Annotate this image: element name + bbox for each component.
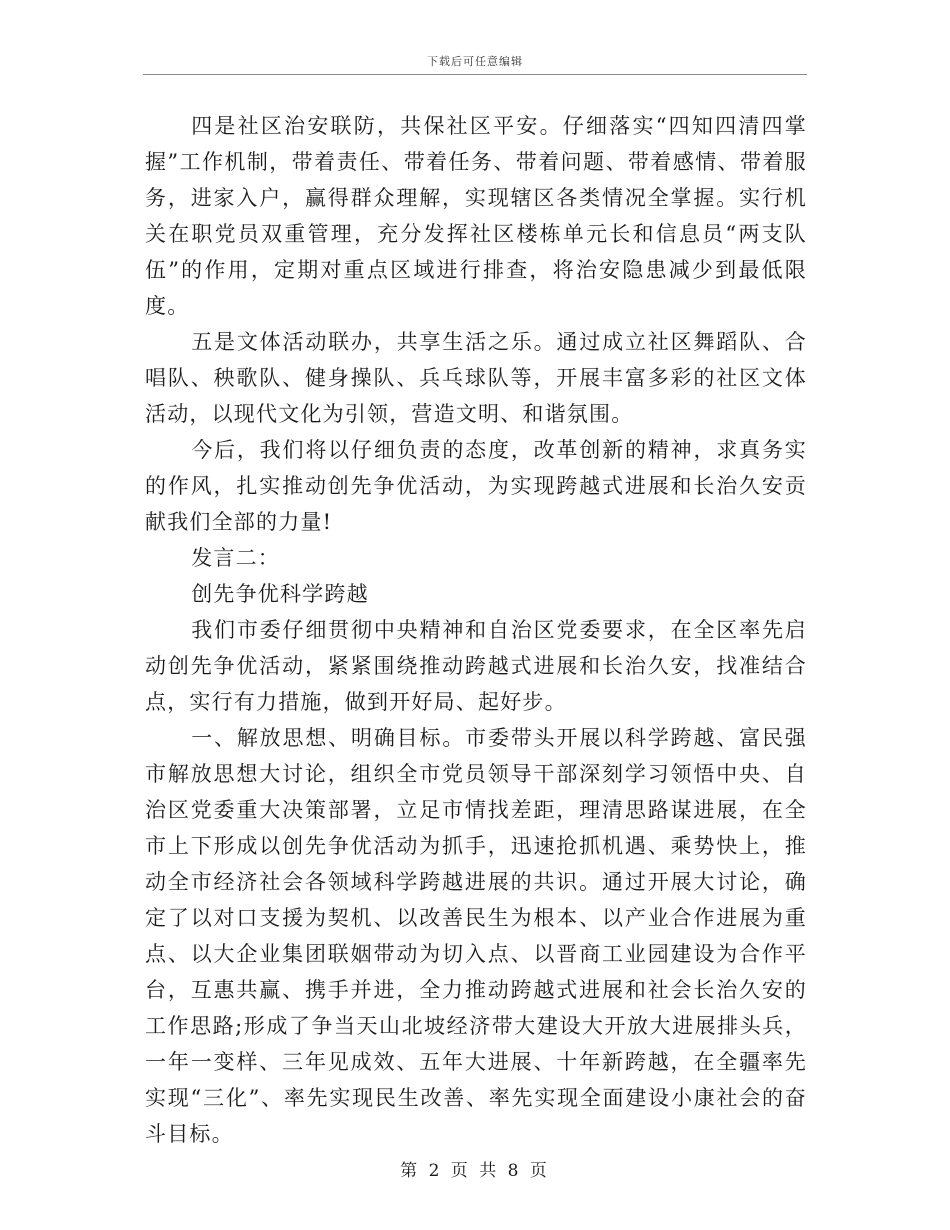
page-header: 下载后可任意编辑 bbox=[427, 55, 523, 68]
paragraph-future-commitment: 今后，我们将以仔细负责的态度，改革创新的精神，求真务实的作风，扎实推动创先争优活动，为实现跨越式进展和长治久安贡献我们全部的力量! bbox=[145, 438, 807, 534]
speech-two-label: 发言二： bbox=[191, 546, 280, 570]
document-body bbox=[145, 108, 807, 1152]
paragraph-community-security: 四是社区治安联防，共保社区平安。仔细落实“四知四清四掌握”工作机制，带着责任、带着任务、带着问题、带着感情、带着服务，进家入户，赢得群众理解，实现辖区各类情况全掌握。实行机关在职党员双重管理，充分发挥社区楼栋单元长和信息员“两支队伍”的作用，定期对重点区域进行排查，将治安隐患减少到最低限度。 bbox=[145, 114, 807, 318]
paragraph-cultural-activities: 五是文体活动联办，共享生活之乐。通过成立社区舞蹈队、合唱队、秧歌队、健身操队、兵乓球队等，开展丰富多彩的社区文体活动，以现代文化为引领，营造文明、和谐氛围。 bbox=[145, 330, 807, 426]
paragraph-emancipate-mind: 一、解放思想、明确目标。市委带头开展以科学跨越、富民强市解放思想大讨论，组织全市党员领导干部深刻学习领悟中央、自治区党委重大决策部署，立足市情找差距，理清思路谋进展，在全市上下形成以创先争优活动为抓手，迅速抢抓机遇、乘势快上，推动全市经济社会各领域科学跨越进展的共识。通过开展大讨论，确定了以对口支援为契机、以改善民生为根本、以产业合作进展为重点、以大企业集团联姻带动为切入点、以晋商工业园建设为合作平台，互惠共赢、携手并进，全力推动跨越式进展和社会长治久安的工作思路;形成了争当天山北坡经济带大建设大开放大进展排头兵，一年一变样、三年见成效、五年大进展、十年新跨越，在全疆率先实现“三化”、率先实现民生改善、率先实现全面建设小康社会的奋斗目标。 bbox=[145, 726, 807, 1146]
speech-two-title: 创先争优科学跨越 bbox=[191, 582, 369, 606]
header-divider bbox=[143, 74, 807, 75]
page-number-footer: 第 2 页 共 8 页 bbox=[400, 1161, 550, 1181]
paragraph-municipal-committee: 我们市委仔细贯彻中央精神和自治区党委要求，在全区率先启动创先争优活动，紧紧围绕推动跨越式进展和长治久安，找准结合点，实行有力措施，做到开好局、起好步。 bbox=[145, 618, 807, 714]
